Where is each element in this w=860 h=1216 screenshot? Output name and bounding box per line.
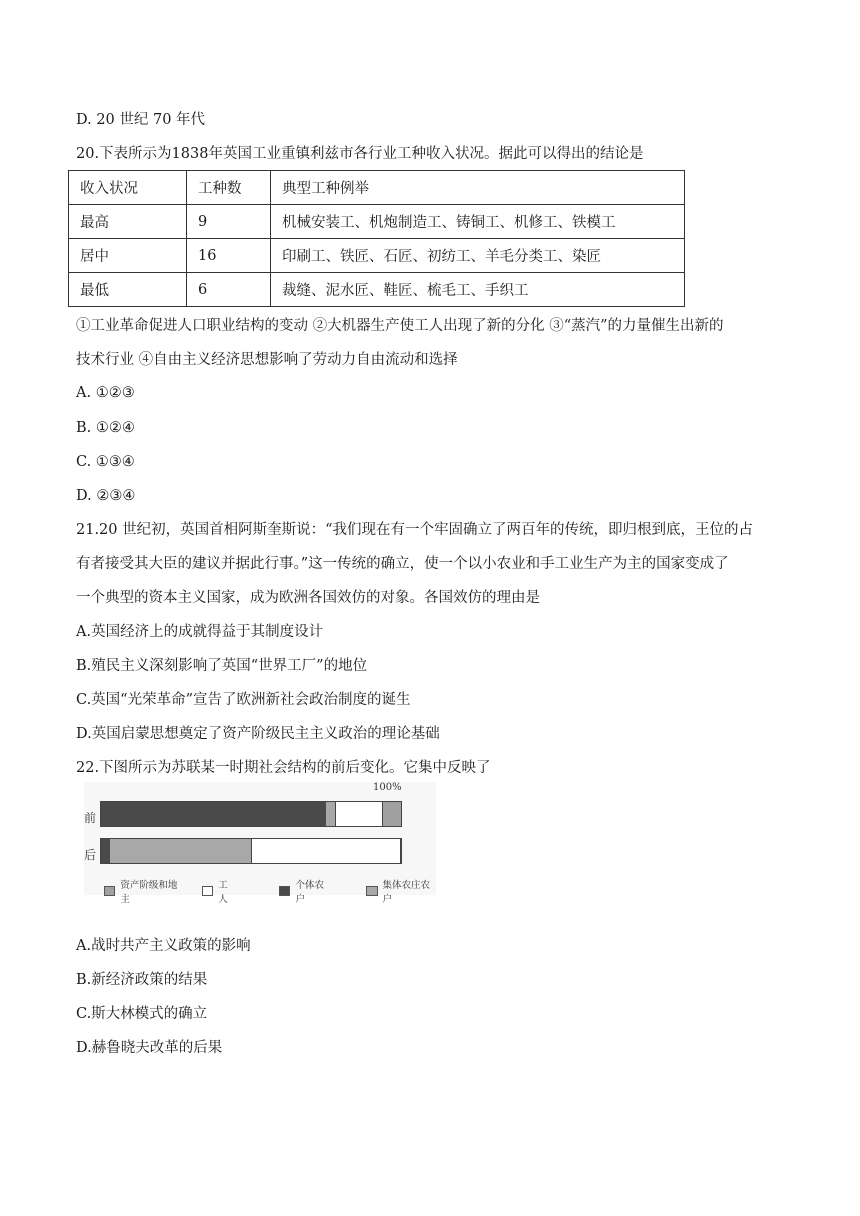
q22-option-a: A.战时共产主义政策的影响 <box>76 938 251 954</box>
social-structure-chart <box>84 782 436 905</box>
bar-after <box>100 838 402 864</box>
q20-option-a: A. ①②③ <box>76 385 135 401</box>
table-cell: 机械安装工、机炮制造工、铸铜工、机修工、铁模工 <box>271 205 685 239</box>
bar-segment <box>251 839 401 863</box>
bar-segment <box>101 839 110 863</box>
table-header-cell: 工种数 <box>187 171 271 205</box>
legend-swatch <box>202 886 213 896</box>
q20-option-d: D. ②③④ <box>76 488 136 504</box>
bar-segment <box>326 802 335 826</box>
q22-option-b: B.新经济政策的结果 <box>76 972 208 988</box>
q20-income-table <box>68 170 685 307</box>
bar-segment <box>101 802 326 826</box>
table-header-cell: 收入状况 <box>69 171 187 205</box>
q21-stem-line1: 21.20 世纪初，英国首相阿斯奎斯说：“我们现在有一个牢固确立了两百年的传统，即归根到底，王位的占 <box>76 522 754 538</box>
legend-swatch <box>279 886 290 896</box>
legend-label: 资产阶级和地主 <box>120 880 178 905</box>
q20-statements-line1: ①工业革命促进人口职业结构的变动 ②大机器生产使工人出现了新的分化 ③“蒸汽”的力量催生出新的 <box>76 318 724 334</box>
q22-option-d: D.赫鲁晓夫改革的后果 <box>76 1040 223 1056</box>
q20-option-b: B. ①②④ <box>76 420 135 436</box>
q21-option-b: B.殖民主义深刻影响了英国“世界工厂”的地位 <box>76 658 368 674</box>
table-cell: 裁缝、泥水匠、鞋匠、梳毛工、手织工 <box>271 273 685 307</box>
legend-swatch <box>104 886 115 896</box>
category-label-before: 前 <box>84 811 97 825</box>
table-cell: 最高 <box>69 205 187 239</box>
q20-stem: 20.下表所示为1838年英国工业重镇利兹市各行业工种收入状况。据此可以得出的结论是 <box>76 146 644 162</box>
table-header-cell: 典型工种例举 <box>271 171 685 205</box>
table-header-row <box>69 171 685 205</box>
q19-option-d: D. 20 世纪 70 年代 <box>76 112 206 128</box>
table-row <box>69 273 685 307</box>
q22-option-c: C.斯大林模式的确立 <box>76 1006 208 1022</box>
q20-statements-line2: 技术行业 ④自由主义经济思想影响了劳动力自由流动和选择 <box>76 352 458 368</box>
bar-segment <box>335 802 383 826</box>
table-cell: 16 <box>187 239 271 273</box>
bar-before <box>100 801 402 827</box>
chart-top-label: 100% <box>373 782 402 793</box>
q22-stem: 22.下图所示为苏联某一时期社会结构的前后变化。它集中反映了 <box>76 760 491 776</box>
table-cell: 最低 <box>69 273 187 307</box>
q21-stem-line3: 一个典型的资本主义国家，成为欧洲各国效仿的对象。各国效仿的理由是 <box>76 590 540 606</box>
q21-option-c: C.英国“光荣革命”宣告了欧洲新社会政治制度的诞生 <box>76 692 411 708</box>
q20-option-c: C. ①③④ <box>76 454 135 470</box>
table-row <box>69 205 685 239</box>
table-row <box>69 239 685 273</box>
table-cell: 9 <box>187 205 271 239</box>
bar-segment <box>383 802 401 826</box>
table-cell: 印刷工、铁匠、石匠、初纺工、羊毛分类工、染匠 <box>271 239 685 273</box>
q21-option-a: A.英国经济上的成就得益于其制度设计 <box>76 624 324 640</box>
q21-stem-line2: 有者接受其大臣的建议并据此行事。”这一传统的确立，使一个以小农业和手工业生产为主的国家变成了 <box>76 556 729 572</box>
legend-label: 集体农庄农户 <box>382 880 431 905</box>
q21-option-d: D.英国启蒙思想奠定了资产阶级民主主义政治的理论基础 <box>76 726 440 742</box>
category-label-after: 后 <box>84 848 97 862</box>
table-cell: 居中 <box>69 239 187 273</box>
chart-legend <box>104 877 436 905</box>
table-cell: 6 <box>187 273 271 307</box>
legend-label: 工人 <box>218 880 228 905</box>
legend-label: 个体农户 <box>295 880 324 905</box>
legend-swatch <box>366 886 377 896</box>
bar-segment <box>110 839 251 863</box>
